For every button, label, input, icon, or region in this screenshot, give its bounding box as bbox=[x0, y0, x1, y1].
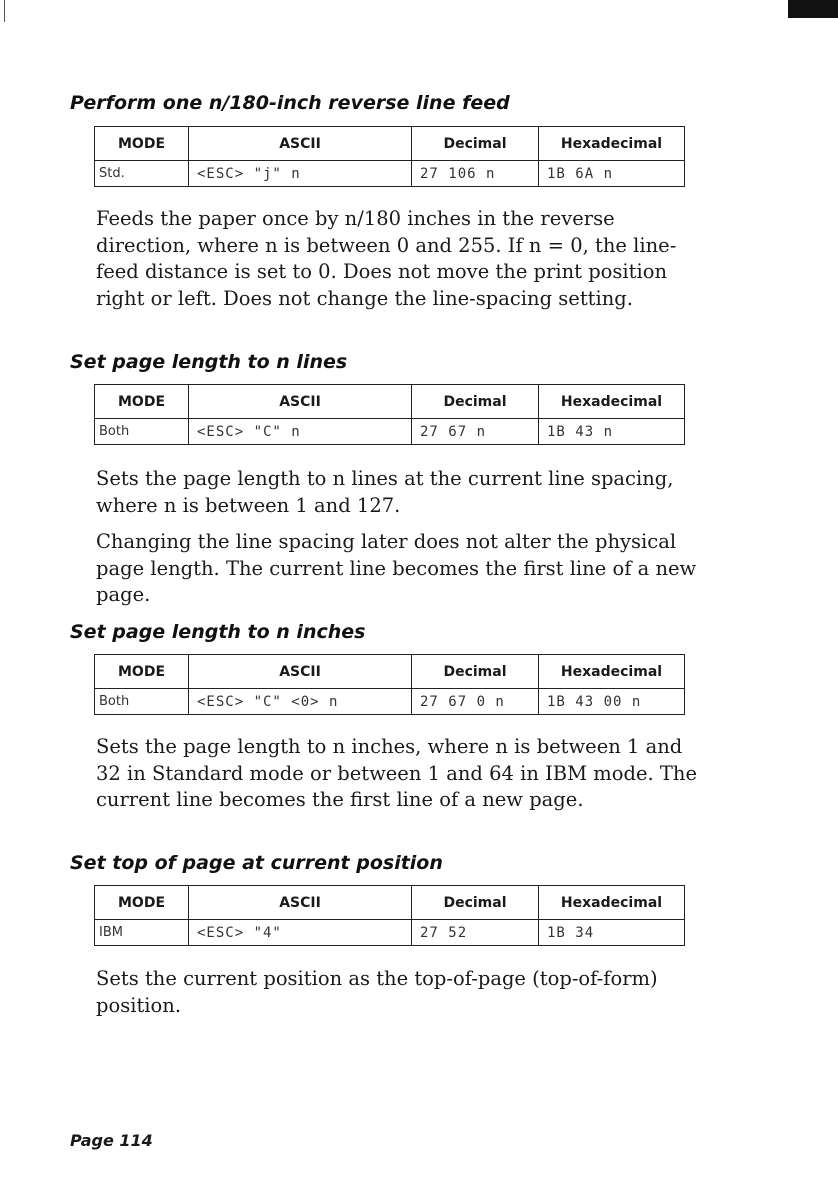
table-header-row bbox=[95, 655, 685, 689]
command-table-top-of-page bbox=[94, 885, 685, 946]
header-hex: Hexadecimal bbox=[539, 127, 685, 161]
cell-mode: Std. bbox=[95, 161, 189, 187]
table-header-row bbox=[95, 127, 685, 161]
cell-ascii: <ESC> "C" n bbox=[189, 419, 412, 445]
section-heading-page-length-lines: Set page length to n lines bbox=[70, 351, 348, 373]
header-hex: Hexadecimal bbox=[539, 655, 685, 689]
table-header-row bbox=[95, 886, 685, 920]
cell-ascii: <ESC> "C" <0> n bbox=[189, 689, 412, 715]
header-mode: MODE bbox=[95, 385, 189, 419]
header-decimal: Decimal bbox=[412, 127, 539, 161]
cell-ascii: <ESC> "4" bbox=[189, 920, 412, 946]
cell-ascii: <ESC> "j" n bbox=[189, 161, 412, 187]
header-mode: MODE bbox=[95, 886, 189, 920]
table-row bbox=[95, 689, 685, 715]
command-table-page-length-lines bbox=[94, 384, 685, 445]
header-ascii: ASCII bbox=[189, 385, 412, 419]
cell-decimal: 27 52 bbox=[412, 920, 539, 946]
cell-mode: Both bbox=[95, 419, 189, 445]
section-heading-top-of-page: Set top of page at current position bbox=[70, 852, 443, 874]
section-paragraph: Feeds the paper once by n/180 inches in the reverse direction, where n is between 0 and 255. If n = 0, the line-feed distance is set to 0. Does not move the print position right or left. Does not change the line-spacing setting. bbox=[96, 207, 677, 310]
cell-decimal: 27 67 n bbox=[412, 419, 539, 445]
table-row bbox=[95, 920, 685, 946]
header-mode: MODE bbox=[95, 127, 189, 161]
page-number: Page 114 bbox=[70, 1131, 153, 1150]
cell-decimal: 27 67 0 n bbox=[412, 689, 539, 715]
table-header-row bbox=[95, 385, 685, 419]
section-paragraph: Sets the page length to n lines at the current line spacing, where n is between 1 and 127. bbox=[96, 467, 674, 517]
cell-hex: 1B 43 00 n bbox=[539, 689, 685, 715]
cell-decimal: 27 106 n bbox=[412, 161, 539, 187]
command-table-reverse-line-feed bbox=[94, 126, 685, 187]
header-mode: MODE bbox=[95, 655, 189, 689]
section-paragraph: Changing the line spacing later does not alter the physical page length. The current line becomes the first line of a new page. bbox=[96, 530, 697, 606]
cell-hex: 1B 6A n bbox=[539, 161, 685, 187]
header-ascii: ASCII bbox=[189, 655, 412, 689]
header-decimal: Decimal bbox=[412, 886, 539, 920]
header-hex: Hexadecimal bbox=[539, 385, 685, 419]
header-ascii: ASCII bbox=[189, 886, 412, 920]
cell-hex: 1B 43 n bbox=[539, 419, 685, 445]
section-paragraph: Sets the page length to n inches, where n is between 1 and 32 in Standard mode or between 1 and 64 in IBM mode. The current line becomes the first line of a new page. bbox=[96, 735, 698, 811]
scan-edge-line bbox=[4, 0, 5, 22]
header-decimal: Decimal bbox=[412, 655, 539, 689]
scan-corner-mark bbox=[788, 0, 838, 18]
table-row bbox=[95, 161, 685, 187]
command-table-page-length-inches bbox=[94, 654, 685, 715]
header-hex: Hexadecimal bbox=[539, 886, 685, 920]
section-paragraph: Sets the current position as the top-of-page (top-of-form) position. bbox=[96, 967, 658, 1017]
cell-mode: Both bbox=[95, 689, 189, 715]
header-decimal: Decimal bbox=[412, 385, 539, 419]
cell-mode: IBM bbox=[95, 920, 189, 946]
section-heading-reverse-line-feed: Perform one n/180-inch reverse line feed bbox=[70, 92, 510, 114]
table-row bbox=[95, 419, 685, 445]
section-heading-page-length-inches: Set page length to n inches bbox=[70, 621, 366, 643]
cell-hex: 1B 34 bbox=[539, 920, 685, 946]
header-ascii: ASCII bbox=[189, 127, 412, 161]
